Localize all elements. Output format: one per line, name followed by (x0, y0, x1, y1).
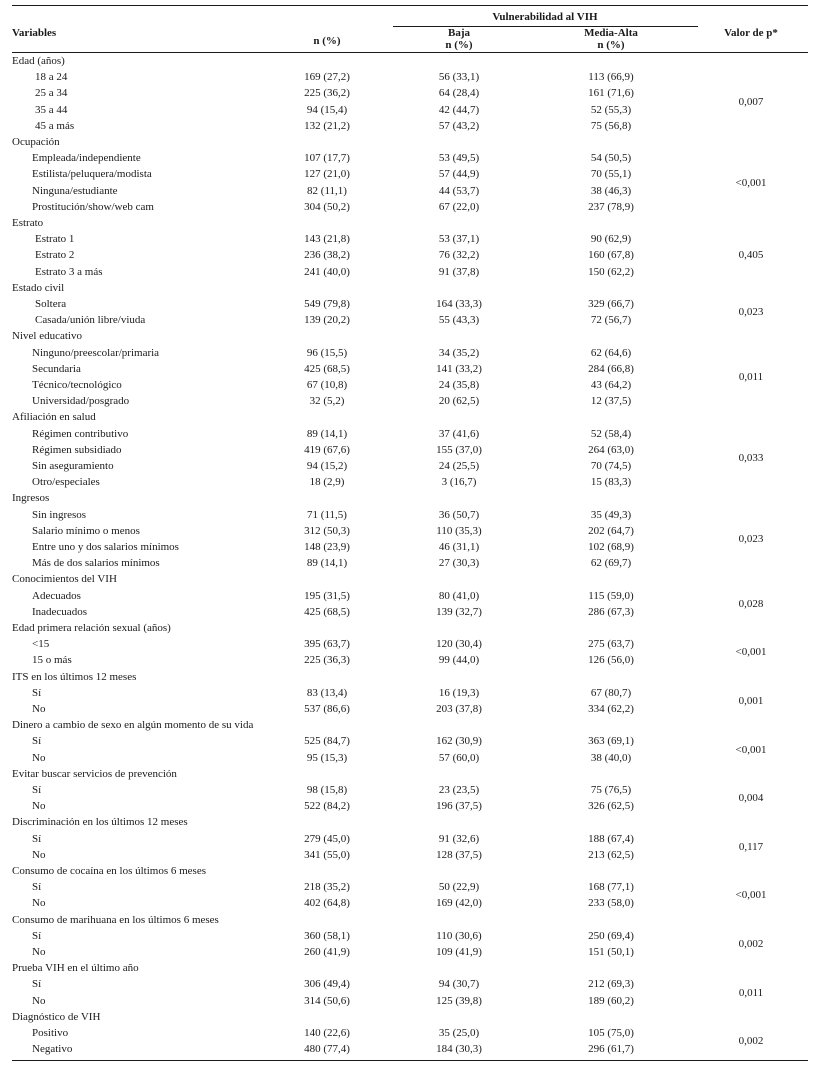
cell-baja: 53 (37,1) (438, 233, 480, 246)
cell-n: 67 (10,8) (306, 379, 348, 391)
cell-baja: 91 (32,6) (438, 832, 480, 845)
row-label: <15 (32, 638, 50, 651)
cell-n: 139 (20,2) (304, 314, 350, 327)
cell-media-alta: 15 (83,3) (590, 476, 632, 489)
cell-baja: 42 (44,7) (438, 103, 480, 116)
cell-baja: 139 (32,7) (436, 605, 482, 618)
cell-n: 480 (77,4) (304, 1043, 350, 1056)
cell-media-alta: 115 (59,0) (588, 589, 634, 602)
cell-n: 96 (15,5) (306, 346, 348, 359)
row-label: No (32, 848, 46, 861)
cell-n: 127 (21,0) (304, 168, 350, 181)
cell-baja: 35 (25,0) (438, 1027, 480, 1039)
cell-media-alta: 275 (63,7) (588, 638, 634, 651)
cell-media-alta: 161 (71,6) (588, 87, 634, 100)
cell-media-alta: 52 (55,3) (590, 103, 632, 116)
p-value: 0,023 (738, 532, 764, 545)
cell-n: 83 (13,4) (306, 686, 348, 699)
cell-baja: 57 (44,9) (438, 168, 480, 181)
row-label: Régimen contributivo (32, 427, 129, 440)
cell-baja: 16 (19,3) (438, 686, 480, 699)
row-label: 45 a más (35, 119, 75, 132)
header-baja-sub: n (%) (445, 39, 473, 51)
cell-media-alta: 12 (37,5) (590, 395, 632, 408)
row-label: Sí (32, 978, 42, 991)
cell-n: 82 (11,1) (307, 184, 347, 197)
cell-baja: 155 (37,0) (436, 443, 482, 456)
row-label: Inadecuados (32, 605, 87, 618)
cell-media-alta: 237 (78,9) (588, 200, 634, 213)
cell-n: 402 (64,8) (304, 897, 350, 910)
cell-n: 260 (41,9) (304, 946, 350, 958)
p-value: 0,002 (738, 1035, 764, 1048)
row-label: Sí (32, 686, 42, 699)
cell-baja: 44 (53,7) (438, 184, 480, 197)
cell-media-alta: 43 (64,2) (590, 379, 632, 391)
cell-baja: 76 (32,2) (438, 249, 480, 262)
row-label: Régimen subsidiado (32, 443, 122, 456)
cell-media-alta: 67 (80,7) (590, 686, 632, 699)
p-value: 0,007 (738, 95, 764, 108)
cell-n: 314 (50,6) (304, 994, 350, 1007)
row-label: Sí (32, 881, 42, 894)
cell-media-alta: 202 (64,7) (588, 524, 634, 537)
cell-media-alta: 54 (50,5) (590, 152, 632, 165)
row-label: Soltera (35, 298, 67, 310)
row-label: 25 a 34 (35, 87, 68, 100)
cell-baja: 94 (30,7) (438, 978, 480, 991)
cell-baja: 24 (35,8) (438, 379, 480, 391)
cell-n: 425 (68,5) (304, 605, 350, 618)
row-label: Ninguno/preescolar/primaria (32, 346, 160, 359)
row-label: Sí (32, 735, 42, 748)
p-value: 0,033 (738, 451, 764, 464)
header-p-value: Valor de p* (724, 27, 778, 39)
group-label: Evitar buscar servicios de prevención (12, 767, 177, 780)
cell-n: 71 (11,5) (307, 508, 347, 521)
row-label: No (32, 897, 46, 910)
row-label: Técnico/tecnológico (32, 379, 122, 391)
row-label: Estrato 3 a más (35, 265, 103, 278)
cell-baja: 91 (37,8) (438, 265, 480, 278)
cell-media-alta: 151 (50,1) (588, 946, 634, 958)
header-media-alta: Media-Alta (584, 27, 638, 39)
cell-n: 140 (22,6) (304, 1027, 350, 1039)
group-label: ITS en los últimos 12 meses (12, 670, 137, 683)
cell-n: 94 (15,2) (306, 460, 348, 472)
cell-n: 143 (21,8) (304, 233, 350, 246)
cell-baja: 55 (43,3) (438, 314, 480, 327)
row-label: No (32, 800, 46, 813)
cell-n: 549 (79,8) (304, 298, 350, 310)
group-label: Discriminación en los últimos 12 meses (12, 816, 188, 829)
cell-media-alta: 286 (67,3) (588, 605, 634, 618)
cell-n: 522 (84,2) (304, 800, 350, 813)
cell-baja: 99 (44,0) (438, 654, 480, 667)
row-label: 15 o más (32, 654, 72, 667)
header-n-pct: n (%) (313, 35, 341, 47)
cell-media-alta: 62 (64,6) (590, 346, 632, 359)
cell-media-alta: 189 (60,2) (588, 994, 634, 1007)
cell-baja: 203 (37,8) (436, 703, 482, 715)
cell-n: 98 (15,8) (306, 784, 348, 796)
cell-baja: 23 (23,5) (438, 784, 480, 796)
cell-baja: 128 (37,5) (436, 848, 482, 861)
cell-n: 236 (38,2) (304, 249, 350, 262)
group-label: Ocupación (12, 136, 60, 148)
cell-baja: 141 (33,2) (436, 362, 482, 375)
p-value: 0,405 (738, 249, 764, 262)
row-label: Adecuados (32, 589, 81, 602)
row-label: Más de dos salarios mínimos (32, 557, 160, 570)
group-label: Estado civil (12, 281, 65, 294)
cell-baja: 53 (49,5) (438, 152, 480, 165)
p-value: 0,028 (738, 597, 764, 610)
cell-n: 225 (36,3) (304, 654, 350, 667)
header-baja: Baja (448, 27, 470, 39)
cell-baja: 64 (28,4) (438, 87, 480, 100)
top-rule (12, 5, 808, 6)
cell-n: 425 (68,5) (304, 362, 350, 375)
row-label: Sí (32, 832, 42, 845)
cell-media-alta: 326 (62,5) (588, 800, 634, 813)
cell-media-alta: 150 (62,2) (588, 265, 634, 278)
cell-baja: 27 (30,3) (438, 557, 480, 570)
p-value: 0,001 (738, 694, 764, 707)
cell-baja: 196 (37,5) (436, 800, 482, 813)
cell-media-alta: 160 (67,8) (588, 249, 634, 262)
cell-baja: 46 (31,1) (438, 541, 480, 553)
cell-media-alta: 105 (75,0) (588, 1027, 634, 1039)
cell-media-alta: 296 (61,7) (588, 1043, 634, 1056)
cell-n: 18 (2,9) (309, 476, 345, 489)
row-label: Universidad/posgrado (32, 395, 130, 408)
cell-media-alta: 188 (67,4) (588, 832, 634, 845)
cell-media-alta: 72 (56,7) (590, 314, 632, 327)
cell-baja: 67 (22,0) (438, 200, 480, 213)
row-label: Negativo (32, 1043, 73, 1056)
cell-n: 419 (67,6) (304, 443, 350, 456)
row-label: Prostitución/show/web cam (32, 200, 154, 213)
cell-n: 107 (17,7) (304, 152, 350, 165)
row-label: No (32, 703, 46, 715)
cell-media-alta: 75 (56,8) (590, 119, 632, 132)
cell-n: 225 (36,2) (304, 87, 350, 100)
row-label: Estrato 1 (35, 233, 75, 246)
cell-n: 132 (21,2) (304, 119, 350, 132)
group-label: Edad primera relación sexual (años) (12, 622, 171, 634)
row-label: Ninguna/estudiante (32, 184, 118, 197)
cell-media-alta: 102 (68,9) (588, 541, 634, 553)
cell-n: 306 (49,4) (304, 978, 350, 991)
p-value: <0,001 (735, 646, 767, 659)
cell-media-alta: 38 (46,3) (590, 184, 632, 197)
row-label: Sin ingresos (32, 508, 87, 521)
p-value: 0,002 (738, 937, 764, 950)
cell-n: 341 (55,0) (304, 848, 350, 861)
cell-n: 169 (27,2) (304, 71, 350, 84)
p-value: <0,001 (735, 889, 767, 902)
row-label: Positivo (32, 1027, 69, 1039)
row-label: Estrato 2 (35, 249, 75, 262)
cell-media-alta: 212 (69,3) (588, 978, 634, 991)
cell-media-alta: 284 (66,8) (588, 362, 634, 375)
cell-media-alta: 329 (66,7) (588, 298, 634, 310)
group-label: Prueba VIH en el último año (12, 962, 139, 975)
cell-n: 95 (15,3) (306, 751, 348, 764)
cell-baja: 80 (41,0) (438, 589, 480, 602)
cell-media-alta: 264 (63,0) (588, 443, 634, 456)
cell-baja: 50 (22,9) (438, 881, 480, 894)
cell-media-alta: 70 (74,5) (590, 460, 632, 472)
header-bottom-rule (12, 52, 808, 53)
cell-n: 279 (45,0) (304, 832, 350, 845)
row-label: Sí (32, 929, 42, 942)
cell-baja: 169 (42,0) (436, 897, 482, 910)
cell-baja: 110 (30,6) (436, 929, 482, 942)
group-label: Dinero a cambio de sexo en algún momento de su vida (12, 719, 254, 732)
p-value: <0,001 (735, 743, 767, 756)
bottom-rule (12, 1060, 808, 1061)
cell-media-alta: 363 (69,1) (588, 735, 634, 748)
row-label: Entre uno y dos salarios mínimos (32, 541, 179, 553)
cell-baja: 110 (35,3) (436, 524, 482, 537)
group-label: Ingresos (12, 492, 50, 505)
vulnerability-rule (393, 26, 698, 27)
group-label: Nivel educativo (12, 330, 82, 343)
cell-n: 89 (14,1) (306, 557, 348, 570)
p-value: 0,117 (738, 840, 764, 853)
cell-media-alta: 233 (58,0) (588, 897, 634, 910)
row-label: 35 a 44 (35, 103, 68, 116)
cell-baja: 184 (30,3) (436, 1043, 482, 1056)
row-label: No (32, 751, 46, 764)
cell-baja: 37 (41,6) (438, 427, 480, 440)
group-label: Edad (años) (12, 55, 65, 67)
cell-baja: 125 (39,8) (436, 994, 482, 1007)
cell-n: 304 (50,2) (304, 200, 350, 213)
cell-media-alta: 70 (55,1) (590, 168, 632, 181)
cell-media-alta: 35 (49,3) (590, 508, 632, 521)
cell-baja: 56 (33,1) (438, 71, 480, 84)
cell-n: 148 (23,9) (304, 541, 350, 553)
row-label: Sin aseguramiento (32, 460, 114, 472)
cell-baja: 164 (33,3) (436, 298, 482, 310)
row-label: Estilista/peluquera/modista (32, 168, 152, 181)
cell-media-alta: 168 (77,1) (588, 881, 634, 894)
cell-media-alta: 52 (58,4) (590, 427, 632, 440)
row-label: No (32, 994, 46, 1007)
cell-media-alta: 250 (69,4) (588, 929, 634, 942)
cell-baja: 20 (62,5) (438, 395, 480, 408)
p-value: 0,023 (738, 306, 764, 319)
cell-n: 218 (35,2) (304, 881, 350, 894)
header-vulnerability: Vulnerabilidad al VIH (492, 11, 598, 23)
cell-baja: 120 (30,4) (436, 638, 482, 651)
cell-baja: 57 (43,2) (438, 119, 480, 132)
cell-baja: 34 (35,2) (438, 346, 480, 359)
cell-n: 537 (86,6) (304, 703, 350, 715)
cell-media-alta: 75 (76,5) (590, 784, 632, 796)
group-label: Diagnóstico de VIH (12, 1010, 101, 1023)
row-label: Otro/especiales (32, 476, 100, 489)
cell-media-alta: 213 (62,5) (588, 848, 634, 861)
cell-baja: 24 (25,5) (438, 460, 480, 472)
cell-n: 241 (40,0) (304, 265, 350, 278)
group-label: Consumo de cocaína en los últimos 6 meses (12, 865, 206, 877)
group-label: Afiliación en salud (12, 411, 96, 424)
group-label: Consumo de marihuana en los últimos 6 meses (12, 913, 219, 926)
p-value: <0,001 (735, 176, 767, 189)
p-value: 0,004 (738, 792, 764, 805)
cell-baja: 57 (60,0) (438, 751, 480, 764)
header-media-alta-sub: n (%) (597, 39, 625, 51)
cell-n: 360 (58,1) (304, 929, 350, 942)
header-variables: Variables (12, 27, 57, 39)
cell-media-alta: 126 (56,0) (588, 654, 634, 667)
group-label: Estrato (12, 217, 44, 229)
cell-n: 89 (14,1) (306, 427, 348, 440)
cell-n: 94 (15,4) (306, 103, 348, 116)
cell-n: 395 (63,7) (304, 638, 350, 651)
cell-baja: 3 (16,7) (441, 476, 477, 489)
cell-n: 195 (31,5) (304, 589, 350, 602)
cell-n: 32 (5,2) (309, 395, 345, 408)
row-label: Casada/unión libre/viuda (35, 314, 146, 327)
row-label: Empleada/independiente (32, 152, 141, 165)
cell-media-alta: 113 (66,9) (588, 71, 634, 84)
cell-media-alta: 334 (62,2) (588, 703, 634, 715)
p-value: 0,011 (738, 370, 764, 383)
row-label: 18 a 24 (35, 71, 68, 84)
cell-baja: 109 (41,9) (436, 946, 482, 958)
cell-n: 525 (84,7) (304, 735, 350, 748)
cell-media-alta: 90 (62,9) (590, 233, 632, 246)
cell-media-alta: 38 (40,0) (590, 751, 632, 764)
cell-baja: 162 (30,9) (436, 735, 482, 748)
row-label: Salario mínimo o menos (32, 524, 140, 537)
row-label: Secundaria (32, 362, 81, 375)
cell-baja: 36 (50,7) (438, 508, 480, 521)
cell-n: 312 (50,3) (304, 524, 350, 537)
row-label: No (32, 946, 46, 958)
row-label: Sí (32, 784, 42, 796)
group-label: Conocimientos del VIH (12, 573, 117, 586)
p-value: 0,011 (738, 986, 764, 999)
cell-media-alta: 62 (69,7) (590, 557, 632, 570)
